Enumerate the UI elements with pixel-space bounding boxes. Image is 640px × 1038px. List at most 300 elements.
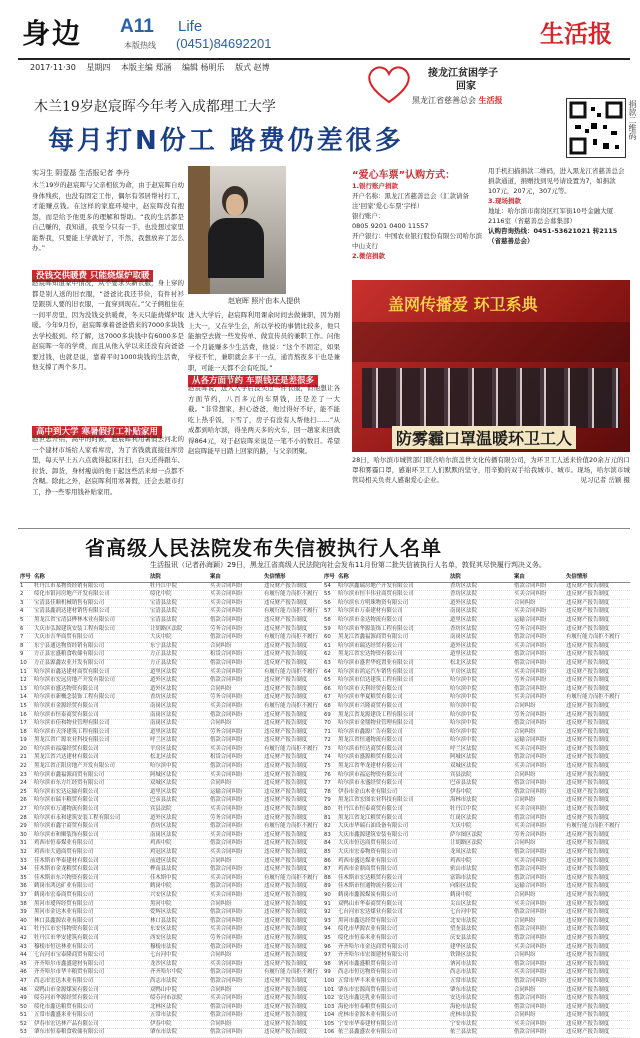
table-row-cell: 违反财产报告制度 [264, 582, 308, 589]
table-row [324, 1012, 630, 1021]
method-1: 1.银行账户捐款 [352, 182, 398, 190]
table-row-cell: 桦南县法院 [150, 866, 177, 873]
table-row-cell: 9 [20, 651, 24, 658]
table-row-cell: 违反财产报告制度 [566, 599, 610, 606]
table-row-cell: 龙沙区法院 [150, 960, 177, 967]
table-row-cell: 84 [324, 840, 331, 847]
table-row [20, 729, 322, 738]
table-row-cell: 违反财产报告制度 [264, 599, 308, 606]
table-row [20, 608, 322, 617]
table-row-cell: 违反财产报告制度 [566, 840, 610, 847]
table-row-cell: 香坊区法院 [450, 582, 477, 589]
table-row-cell: 运输合同纠纷 [514, 883, 547, 890]
table-row [20, 995, 322, 1004]
table-row-cell: 105 [324, 1020, 335, 1027]
table-row-cell: 买卖合同纠纷 [210, 806, 243, 813]
table-row-cell: 80 [324, 806, 331, 813]
table-row-cell: 74 [324, 754, 331, 761]
table-row [324, 987, 630, 996]
qr-note: 捐款二维码 [628, 100, 637, 140]
table-row [20, 978, 322, 987]
table-row-cell: 买卖合同纠纷 [210, 582, 243, 589]
table-row-cell: 85 [324, 849, 331, 855]
table-row-cell: 违反财产报告制度 [566, 909, 610, 916]
table-row-cell: 违反财产报告制度 [566, 642, 610, 649]
table-row-cell: 34 [20, 866, 27, 873]
table-row-cell: 劳务合同纠纷 [210, 728, 243, 735]
table-row-cell: 违反财产报告制度 [264, 995, 308, 1002]
table-row-cell: 违反财产报告制度 [566, 797, 610, 804]
table-row-cell: 哈尔滨市恒丰伟业商贸有限公司 [338, 591, 414, 598]
table-row-cell: 哈尔滨市盛世华庭置业有限公司 [338, 659, 414, 666]
table-row-cell: 借款合同纠纷 [514, 874, 547, 881]
table-row-cell: 哈尔滨市鸿运汽车销售有限公司 [338, 668, 414, 675]
table-row-cell: 巴彦县法院 [450, 780, 477, 787]
table-row-cell: 双城区法院 [450, 763, 477, 770]
table-row-cell: 阿城区法院 [450, 754, 477, 761]
table-row-cell: 南岗区法院 [450, 608, 477, 615]
table-row-cell: 让胡路区法院 [150, 625, 183, 632]
table-row-cell: 香坊区法院 [150, 694, 177, 701]
table-row-cell: 88 [324, 874, 331, 881]
table-row-cell: 绥芬河市华源经贸有限公司 [34, 995, 99, 1002]
table-row-cell: 19 [20, 737, 27, 744]
table-row [20, 772, 322, 781]
table-row-cell: 肇东市恒泰粮食收储有限公司 [34, 1029, 105, 1036]
table-row-cell: 违反财产报告制度 [566, 900, 610, 907]
table-row [20, 1004, 322, 1013]
method-2: 2.微信捐款 [352, 252, 385, 260]
hotline-number: (0451)84692201 [176, 36, 272, 51]
table-row-cell: 98 [324, 960, 331, 967]
table-row-cell: 有履行能力而拒不履行 [264, 608, 318, 615]
table-row-cell: 密山市法院 [450, 866, 477, 873]
table-row-cell: 借款合同纠纷 [210, 763, 243, 770]
table-row-cell: 合同纠纷 [514, 952, 536, 959]
table-row-cell: 违反财产报告制度 [566, 934, 610, 941]
table-row-cell: 买卖合同纠纷 [210, 599, 243, 606]
table-row-cell: 有履行能力而拒不履行 [566, 694, 620, 701]
table-row-cell: 违反财产报告制度 [264, 685, 308, 692]
table-row-cell: 哈尔滨市万通物流有限公司 [34, 806, 99, 813]
table-row-cell: 方正县法院 [150, 659, 177, 666]
table-row [20, 823, 322, 832]
table-row-cell: 合同纠纷 [514, 1012, 536, 1019]
table-row-cell: 72 [324, 737, 331, 744]
table-row-cell: 违反财产报告制度 [566, 780, 610, 787]
table-row-cell: 哈尔滨中院 [150, 763, 177, 770]
table-row-cell: 违反财产报告制度 [264, 960, 308, 967]
table-header-cell: 失信情形 [566, 574, 588, 580]
table-row [324, 694, 630, 703]
table-row-cell: 有履行能力而拒不履行 [264, 634, 318, 641]
table-row-cell: 黑龙江省恒通物流有限公司 [338, 737, 403, 744]
table-row-cell: 8 [20, 642, 24, 649]
table-row-cell: 违反财产报告制度 [566, 582, 610, 589]
table-row-cell: 有履行能力而拒不履行 [264, 823, 318, 830]
table-header-cell: 案由 [210, 574, 221, 580]
table-row-cell: 违反财产报告制度 [566, 685, 610, 692]
table-row-cell: 有履行能力而拒不履行 [264, 969, 318, 976]
table-row-cell: 黑龙江省龙源建设工程有限公司 [338, 711, 414, 718]
table-row-cell: 买卖合同纠纷 [514, 1020, 547, 1027]
table-row-cell: 违反财产报告制度 [566, 806, 610, 813]
table-row-cell: 道里区法院 [150, 668, 177, 675]
table-row-cell: 借款合同纠纷 [210, 677, 243, 684]
table-row-cell: 27 [20, 806, 27, 813]
table-row [20, 797, 322, 806]
table-row-cell: 虎林市金源木业有限公司 [338, 1012, 398, 1019]
table-row-cell: 5 [20, 616, 24, 623]
table-row [324, 763, 630, 772]
table-row-cell: 68 [324, 702, 331, 709]
table-row-cell: 哈尔滨市兴隆商贸有限公司 [338, 702, 403, 709]
table-row-cell: 合同纠纷 [514, 599, 536, 606]
table-row-cell: 哈尔滨中院 [450, 677, 477, 684]
table-row-cell: 黑龙江省鑫福源商贸有限公司 [338, 634, 409, 641]
table-row-cell: 借款合同纠纷 [514, 659, 547, 666]
table-row-cell: 牡丹江市华安建筑有限公司 [34, 934, 99, 941]
table-row-cell: 尚志市法院 [150, 977, 177, 984]
table-row-cell: 买卖合同纠纷 [514, 823, 547, 830]
table-row [324, 926, 630, 935]
table-row-cell: 违反财产报告制度 [566, 814, 610, 821]
table-row-cell: 鹤岗中院 [450, 891, 472, 898]
table-row-cell: 违反财产报告制度 [264, 840, 308, 847]
table-row-cell: 借款合同纠纷 [514, 977, 547, 984]
table-row-cell: 28 [20, 814, 27, 821]
table-row-cell: 哈尔滨市新概念装饰工程有限公司 [34, 694, 115, 701]
table-header-cell: 法院 [450, 574, 461, 580]
table-row-cell: 合同纠纷 [514, 728, 536, 735]
table-row-cell: 违反财产报告制度 [566, 926, 610, 933]
table-row [20, 1029, 322, 1038]
table-row-cell: 违反财产报告制度 [566, 1029, 610, 1036]
table-row-cell: 32 [20, 849, 27, 855]
table-row-cell: 建华区法院 [450, 943, 477, 950]
event-photo [352, 280, 630, 452]
table-row-cell: 哈尔滨中院 [450, 694, 477, 701]
article-para-1: 赵宸晖知道家中情况，从不要求买新衣服，身上穿的都是别人送的旧衣服，“爸爸比我还节俭，有件衬衫是跟别人要的旧衣服，一直穿到现在。”父子俩租住在一间平房里，因为没钱交供暖费，冬天只能烧煤炉取暖。今年9月份，赵宸晖拿着爸爸借来的7000多块钱去学校报到。经了解，这7000多块钱中有6000多是赵宸晖一年的学费，而且从他入学以来还没有向爸爸要过钱，也就是说，靠着平时1000块钱的生活费，他支撑了两个多月。 [32, 279, 184, 371]
table-row-cell: 尚志市恒达物资有限公司 [338, 969, 398, 976]
table-row-cell: 南岗区法院 [150, 831, 177, 838]
table-row [20, 806, 322, 815]
table-row-cell: 牡丹江中院 [450, 806, 477, 813]
table-row-cell: 佳木斯市东兴物资有限公司 [34, 874, 99, 881]
table-row [20, 720, 322, 729]
table-row-cell: 违反财产报告制度 [264, 763, 308, 770]
table-row-cell: 47 [20, 977, 27, 984]
table-row-cell: 哈尔滨市永盛经贸有限公司 [338, 780, 403, 787]
table-row-cell: 五常市鑫盛米业有限公司 [34, 1012, 94, 1019]
table-row-cell: 绥化市鑫达粮贸有限公司 [34, 1003, 94, 1010]
table-row-cell: 合同纠纷 [210, 986, 232, 993]
table-row [324, 1029, 630, 1038]
table-row-cell: 82 [324, 823, 331, 830]
table-row [324, 815, 630, 824]
table-row-cell: 17 [20, 720, 27, 727]
table-row-cell: 违反财产报告制度 [264, 1029, 308, 1036]
table-row-cell: 75 [324, 763, 331, 770]
table-row-cell: 合同纠纷 [514, 702, 536, 709]
table-row-cell: 平房区法院 [150, 745, 177, 752]
table-row-cell: 违反财产报告制度 [566, 831, 610, 838]
table-row-cell: 借款合同纠纷 [210, 969, 243, 976]
table-row [20, 1012, 322, 1021]
table-row-cell: 违反财产报告制度 [264, 1020, 308, 1027]
table-row-cell: 七台河市宝泰隆商贸有限公司 [34, 952, 105, 959]
defaulter-table-right [324, 574, 630, 1038]
table-row-cell: 买卖合同纠纷 [210, 702, 243, 709]
table-row [20, 651, 322, 660]
table-row-cell: 买卖合同纠纷 [210, 960, 243, 967]
table-row [324, 737, 630, 746]
table-row-cell: 违反财产报告制度 [566, 952, 610, 959]
table-row-cell: 违反财产报告制度 [264, 934, 308, 941]
table-row-cell: 38 [20, 900, 27, 907]
table-row-cell: 违反财产报告制度 [264, 720, 308, 727]
photo-caption: 赵宸晖 照片由本人提供 [228, 297, 301, 305]
table-row-cell: 101 [324, 986, 335, 993]
table-row-cell: 违反财产报告制度 [264, 642, 308, 649]
table-row-cell: 66 [324, 685, 331, 692]
table-row-cell: 40 [20, 917, 27, 924]
table-row [324, 772, 630, 781]
table-row-cell: 违反财产报告制度 [264, 788, 308, 795]
table-row-cell: 70 [324, 720, 331, 727]
table-row-cell: 39 [20, 909, 27, 916]
table-row-cell: 南岗区法院 [150, 702, 177, 709]
table-row [324, 583, 630, 592]
table-row-cell: 黑龙江省宝清县桦林木业有限公司 [34, 616, 115, 623]
table-row-cell: 哈尔滨中院 [450, 720, 477, 727]
table-row-cell: 阿城区法院 [150, 771, 177, 778]
table-row-cell: 35 [20, 874, 27, 881]
table-row-cell: 七台河中院 [150, 952, 177, 959]
table-row-cell: 虎林市法院 [450, 1012, 477, 1019]
table-row-cell: 双鸭山市金源煤炭有限公司 [34, 986, 99, 993]
table-row-cell: 违反财产报告制度 [566, 677, 610, 684]
table-row-cell: 松北区法院 [150, 754, 177, 761]
table-row-cell: 12 [20, 677, 27, 684]
table-row [324, 952, 630, 961]
table-row-cell: 哈尔滨市天利经贸有限公司 [338, 685, 403, 692]
photo-credit: 见习记者 岳颖 摄 [580, 476, 630, 484]
table-row-cell: 92 [324, 909, 331, 916]
table-row-cell: 香坊区法院 [450, 625, 477, 632]
table-row [324, 866, 630, 875]
table-row-cell: 违反财产报告制度 [264, 814, 308, 821]
table-row-cell: 20 [20, 745, 27, 752]
table-row-cell: 大庆中院 [450, 823, 472, 830]
table-row [324, 935, 630, 944]
table-row-cell: 富锦市法院 [450, 874, 477, 881]
table-row-cell: 七台河市宏达煤业有限公司 [338, 909, 403, 916]
table-row-cell: 劳务合同纠纷 [210, 694, 243, 701]
table-row [20, 626, 322, 635]
table-row-cell: 63 [324, 659, 331, 666]
table-row-cell: 巴彦县法院 [150, 797, 177, 804]
table-row-cell: 71 [324, 728, 331, 735]
table-header-cell: 案由 [514, 574, 525, 580]
table-row-cell: 违反财产报告制度 [566, 1003, 610, 1010]
table-row-cell: 借款合同纠纷 [514, 960, 547, 967]
table-row-cell: 违反财产报告制度 [566, 616, 610, 623]
table-row [20, 583, 322, 592]
table-row-cell: 牡丹江市恒泰商贸有限公司 [338, 806, 403, 813]
table-row-cell: 26 [20, 797, 27, 804]
table-row-cell: 买卖合同纠纷 [210, 608, 243, 615]
table-row-cell: 双城区法院 [150, 780, 177, 787]
table-row-cell: 借款合同纠纷 [514, 926, 547, 933]
table-row-cell: 77 [324, 780, 331, 787]
table-row-cell: 宁安市华泰建材有限公司 [338, 1020, 398, 1027]
table-row-cell: 黑河市瑷珲经贸有限公司 [34, 900, 94, 907]
wechat-instructions: 用手机扫描捐款二维码，进入黑龙江省慈善总会捐款通道，捐赠找到见号请设置为7，如捐款107元，207元，307元等。 [488, 167, 625, 195]
table-row-cell: 齐齐哈尔市金达商贸有限公司 [338, 943, 409, 950]
table-row-cell: 60 [324, 634, 331, 641]
table-row-cell: 宝清县法院 [150, 608, 177, 615]
table-row-cell: 佳木斯市宏达粮贸有限公司 [338, 874, 403, 881]
table-row-cell: 33 [20, 857, 27, 864]
table-row [20, 703, 322, 712]
table-row-cell: 106 [324, 1029, 335, 1036]
table-row-cell: 尚志市法院 [450, 969, 477, 976]
life-label: Life [178, 18, 203, 35]
issue-weekday: 星期四 [86, 63, 111, 72]
table-row-cell: 哈尔滨中院 [450, 702, 477, 709]
qr-code-icon [566, 98, 626, 158]
table-row-cell: 买卖合同纠纷 [210, 849, 243, 855]
heart-icon [364, 62, 414, 106]
table-row-cell: 哈尔滨市瑞丰粮贸有限公司 [34, 797, 99, 804]
table-row [20, 591, 322, 600]
table-row-cell: 合同纠纷 [210, 952, 232, 959]
table-row [324, 729, 630, 738]
table-row-cell: 伊春市宏达林产品有限公司 [34, 1020, 99, 1027]
table-row-cell: 30 [20, 831, 27, 838]
table-row-cell: 违反财产报告制度 [264, 909, 308, 916]
table-row-cell: 违反财产报告制度 [566, 771, 610, 778]
table-row [20, 763, 322, 772]
table-row-cell: 51 [20, 1012, 27, 1019]
table-row-cell: 林口县法院 [150, 917, 177, 924]
table-row-cell: 借款合同纠纷 [514, 685, 547, 692]
table-row-cell: 52 [20, 1020, 27, 1027]
table-row-cell: 劳务合同纠纷 [210, 625, 243, 632]
table-row [20, 669, 322, 678]
table-row-cell: 4 [20, 608, 24, 615]
table-row [324, 797, 630, 806]
table-row-cell: 鹤岗中院 [150, 883, 172, 890]
section-divider [18, 528, 630, 529]
table-row-cell: 黑龙江省兴达建材有限公司 [34, 754, 99, 761]
table-row [324, 883, 630, 892]
table-row-cell: 黑河市金达木业有限公司 [34, 909, 94, 916]
table-row-cell: 借款合同纠纷 [210, 1003, 243, 1010]
table-row-cell: 黑河市鑫达经贸有限公司 [338, 917, 398, 924]
table-row-cell: 南岗区法院 [150, 711, 177, 718]
table-row-cell: 鹤岗市鸿达矿业有限公司 [34, 883, 94, 890]
table-row-cell: 借款合同纠纷 [514, 849, 547, 855]
table-row-cell: 合同纠纷 [210, 780, 232, 787]
table-row-cell: 林口县鑫源农业有限公司 [34, 917, 94, 924]
table-row-cell: 违反财产报告制度 [566, 763, 610, 770]
table-row-cell: 违反财产报告制度 [264, 943, 308, 950]
method-3: 3.现场捐款 [488, 197, 521, 205]
table-row-cell: 望奎县法院 [450, 926, 477, 933]
table-row-cell: 有履行能力而拒不履行 [264, 668, 318, 675]
table-row-cell: 借款合同纠纷 [514, 909, 547, 916]
table-row [20, 780, 322, 789]
table-row [324, 780, 630, 789]
table-row [20, 883, 322, 892]
article-para-3: 进入大学后，赵宸晖利用课余时间去做兼职，因为刚上大一，又在学生会，所以学校的事情比较多，他只能抽空去做一些发传单、做宣传员的兼职工作。问他一个月能赚多少生活费，他说：“这个不固定，如果学校不忙，兼职就会多干一点，通宵熬夜多干也是兼职，可能一天都不会有吃饭。” [188, 311, 340, 372]
table-row-cell: 哈尔滨市鑫达建材商贸有限公司 [34, 668, 110, 675]
table-row-cell: 铁锋区法院 [450, 952, 477, 959]
table-row [324, 849, 630, 858]
table-row-cell: 违反财产报告制度 [264, 711, 308, 718]
table-row-cell: 鸡冠区法院 [150, 849, 177, 855]
table-row-cell: 宝清县佳顺机械销售有限公司 [34, 599, 105, 606]
article-headline: 每月打N份工 路费仍差很多 [48, 126, 404, 156]
table-row-cell: 劳务合同纠纷 [514, 711, 547, 718]
table-row-cell: 穆棱市法院 [150, 943, 177, 950]
table-row-cell: 借款合同纠纷 [514, 866, 547, 873]
table-row [324, 703, 630, 712]
table-header-cell: 序号 [20, 574, 31, 580]
event-photo-title: 防雾霾口罩温暖环卫工人 [392, 426, 576, 449]
table-row-cell: 宁安市法院 [450, 1020, 477, 1027]
table-row-cell: 哈尔滨市盛源粮贸有限公司 [338, 754, 403, 761]
table-row-cell: 违反财产报告制度 [566, 668, 610, 675]
table-row-cell: 牡丹江市宏伟物资有限公司 [34, 926, 99, 933]
table-row-cell: 借款合同纠纷 [514, 1029, 547, 1036]
table-row-cell: 道外区法院 [150, 814, 177, 821]
table-row-cell: 借款合同纠纷 [210, 711, 243, 718]
table-row-cell: 齐齐哈尔市华丰粮贸有限公司 [34, 969, 105, 976]
table-row [324, 995, 630, 1004]
table-row-cell: 劳务合同纠纷 [210, 934, 243, 941]
table-row-cell: 大庆市宏泰物资有限公司 [338, 849, 398, 855]
table-row [324, 944, 630, 953]
table-row-cell: 齐齐哈尔市宏图建材有限公司 [338, 952, 409, 959]
account-name: 开户名称：黑龙江省慈善总会（汇款请备注‘回家’爱心车票‘字样） [352, 192, 469, 210]
table-row-cell: 牡丹江中院 [150, 582, 177, 589]
table-row-cell: 违反财产报告制度 [566, 849, 610, 855]
table-row-cell: 哈尔滨中院 [450, 737, 477, 744]
table-row-cell: 62 [324, 651, 331, 658]
table-row-cell: 50 [20, 1003, 27, 1010]
table-row-cell: 哈尔滨市和顺装饰有限公司 [34, 831, 99, 838]
table-row-cell: 鸡西市盛达煤业有限公司 [338, 857, 398, 864]
table-row-cell: 103 [324, 1003, 335, 1010]
table-row-cell: 劳务合同纠纷 [514, 831, 547, 838]
table-row-cell: 合同纠纷 [514, 840, 536, 847]
table-header [20, 574, 322, 583]
table-row-cell: 哈尔滨市金鼎物业管理有限公司 [338, 720, 414, 727]
table-row-cell: 104 [324, 1012, 335, 1019]
table-row-cell: 6 [20, 625, 24, 632]
table-row [20, 969, 322, 978]
table-row [324, 634, 630, 643]
table-row-cell: 大庆市恒达商贸有限公司 [338, 840, 398, 847]
table-row-cell: 哈尔滨鑫瑞房地产开发有限公司 [338, 582, 414, 589]
table-row-cell: 海林市法院 [450, 797, 477, 804]
table-row-cell: 79 [324, 797, 331, 804]
table-row-cell: 买卖合同纠纷 [210, 874, 243, 881]
table-row-cell: 大庆市吉华商贸有限公司 [34, 634, 94, 641]
